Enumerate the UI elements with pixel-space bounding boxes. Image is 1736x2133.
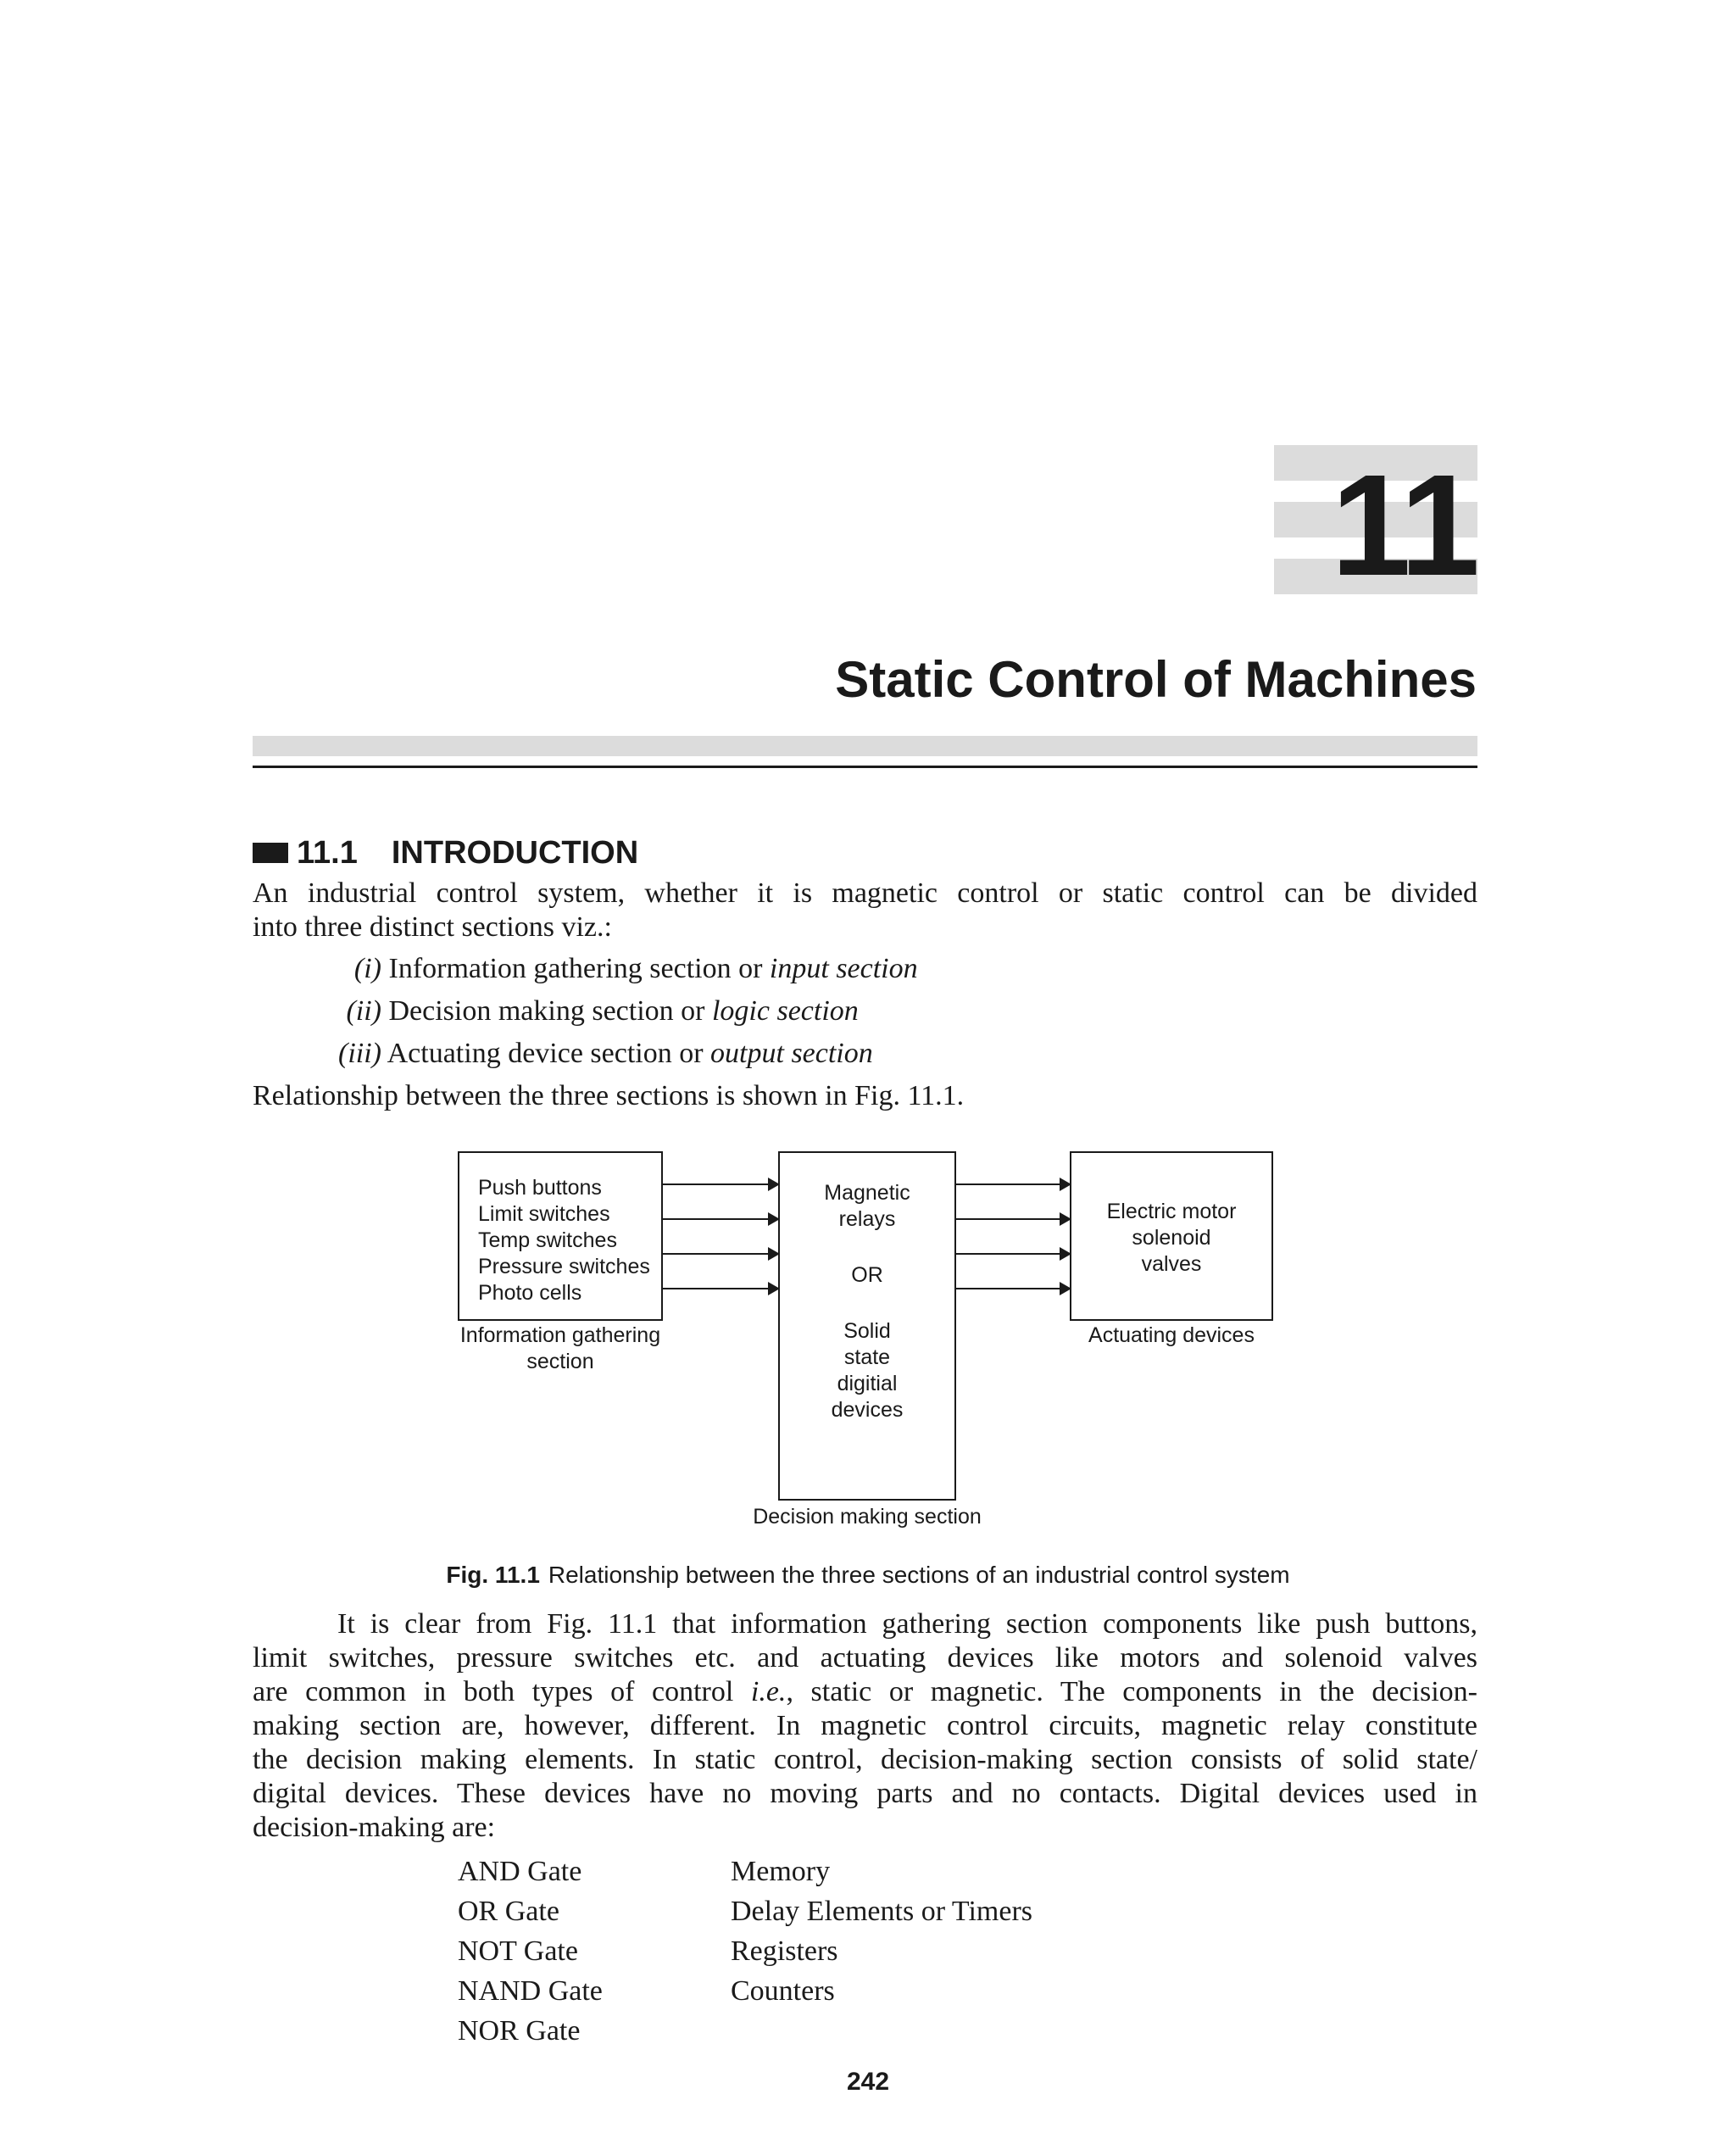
signal-arrow	[663, 1183, 778, 1185]
input-item: Push buttons	[478, 1176, 602, 1200]
figure-caption-number: Fig. 11.1	[446, 1562, 540, 1588]
signal-arrow	[956, 1288, 1070, 1289]
device-item: AND Gate	[458, 1856, 582, 1887]
list-roman: (iii)	[338, 1038, 381, 1069]
output-item: solenoid	[1132, 1226, 1211, 1250]
list-item	[280, 950, 918, 989]
device-item: NAND Gate	[458, 1975, 603, 2007]
section-marker	[253, 843, 288, 863]
body-line-emph: i.e.	[750, 1676, 787, 1707]
input-label-line: section	[526, 1350, 594, 1373]
device-item: Counters	[731, 1975, 835, 2007]
list-emph: logic section	[711, 995, 859, 1027]
device-item: Registers	[731, 1935, 838, 1967]
logic-item: Magnetic	[824, 1181, 910, 1205]
input-item: Limit switches	[478, 1202, 610, 1226]
logic-section-box	[778, 1151, 956, 1501]
figure-caption-text: Relationship between the three sections of an industrial control system	[548, 1562, 1290, 1588]
list-roman: (ii)	[346, 995, 381, 1027]
relationship-line: Relationship between the three sections is shown in Fig. 11.1.	[253, 1080, 965, 1111]
title-rule	[253, 766, 1477, 768]
list-item	[280, 992, 859, 1031]
section-number: 11.1	[297, 835, 358, 871]
device-item: NOR Gate	[458, 2015, 581, 2047]
body-line	[253, 1675, 1477, 1709]
output-section-box	[1070, 1151, 1273, 1321]
logic-section-label: Decision making section	[753, 1505, 982, 1529]
section-heading	[253, 829, 638, 877]
body-line: limit switches, pressure switches etc. and actuating devices like motors and solenoid valves	[253, 1642, 1477, 1674]
body-line: It is clear from Fig. 11.1 that information gathering section components like push buttons,	[337, 1608, 1477, 1640]
body-paragraph	[253, 1607, 1477, 1845]
devices-column-1	[458, 1852, 603, 2051]
body-line: decision-making are:	[253, 1812, 496, 1843]
output-item: valves	[1141, 1252, 1202, 1276]
body-line: making section are, however, different. In magnetic control circuits, magnetic relay constitute	[253, 1710, 1477, 1741]
device-item: Memory	[731, 1856, 831, 1887]
body-line: digital devices. These devices have no moving parts and no contacts. Digital devices used in	[253, 1778, 1477, 1809]
input-label-line: Information gathering	[459, 1323, 661, 1347]
signal-arrow	[663, 1253, 778, 1255]
body-line: the decision making elements. In static control, decision-making section consists of solid state/	[253, 1744, 1477, 1775]
list-text: Actuating device section or	[387, 1038, 711, 1069]
section-title: INTRODUCTION	[391, 835, 639, 871]
body-line-part: are common in both types of control	[253, 1676, 751, 1707]
list-emph: output section	[710, 1038, 873, 1069]
figure-caption	[0, 1558, 1736, 1592]
devices-column-2	[731, 1852, 1032, 2011]
chapter-title: Static Control of Machines	[835, 651, 1477, 708]
list-text: Information gathering section or	[388, 953, 770, 984]
input-item: Pressure switches	[478, 1255, 650, 1278]
logic-item: Solid	[843, 1319, 891, 1343]
logic-item: state	[843, 1345, 891, 1369]
chapter-number: 11	[1331, 445, 1477, 606]
logic-item: relays	[838, 1207, 896, 1231]
list-emph: input section	[769, 953, 918, 984]
logic-item: OR	[851, 1263, 883, 1287]
signal-arrow	[663, 1288, 778, 1289]
input-item: Photo cells	[478, 1281, 582, 1305]
signal-arrow	[956, 1253, 1070, 1255]
device-item: Delay Elements or Timers	[731, 1896, 1033, 1927]
output-item: Electric motor	[1106, 1200, 1237, 1223]
device-item: OR Gate	[458, 1896, 559, 1927]
title-band	[253, 736, 1477, 756]
input-section-label	[441, 1323, 680, 1375]
page-number: 242	[846, 2068, 890, 2096]
input-item: Temp switches	[478, 1228, 617, 1252]
intro-line: into three distinct sections viz.:	[253, 911, 612, 943]
list-text: Decision making section or	[388, 995, 712, 1027]
device-item: NOT Gate	[458, 1935, 578, 1967]
signal-arrow	[663, 1218, 778, 1220]
list-roman: (i)	[353, 953, 381, 984]
intro-line: An industrial control system, whether it is magnetic control or static control can be divided	[253, 877, 1477, 909]
list-item	[280, 1034, 873, 1073]
body-line-part: , static or magnetic. The components in the decision-	[786, 1676, 1477, 1707]
signal-arrow	[956, 1183, 1070, 1185]
logic-item: devices	[831, 1398, 904, 1422]
logic-item: digitial	[837, 1372, 898, 1395]
output-section-label: Actuating devices	[1088, 1323, 1255, 1347]
intro-paragraph	[253, 877, 1477, 944]
input-section-box	[458, 1151, 663, 1321]
signal-arrow	[956, 1218, 1070, 1220]
